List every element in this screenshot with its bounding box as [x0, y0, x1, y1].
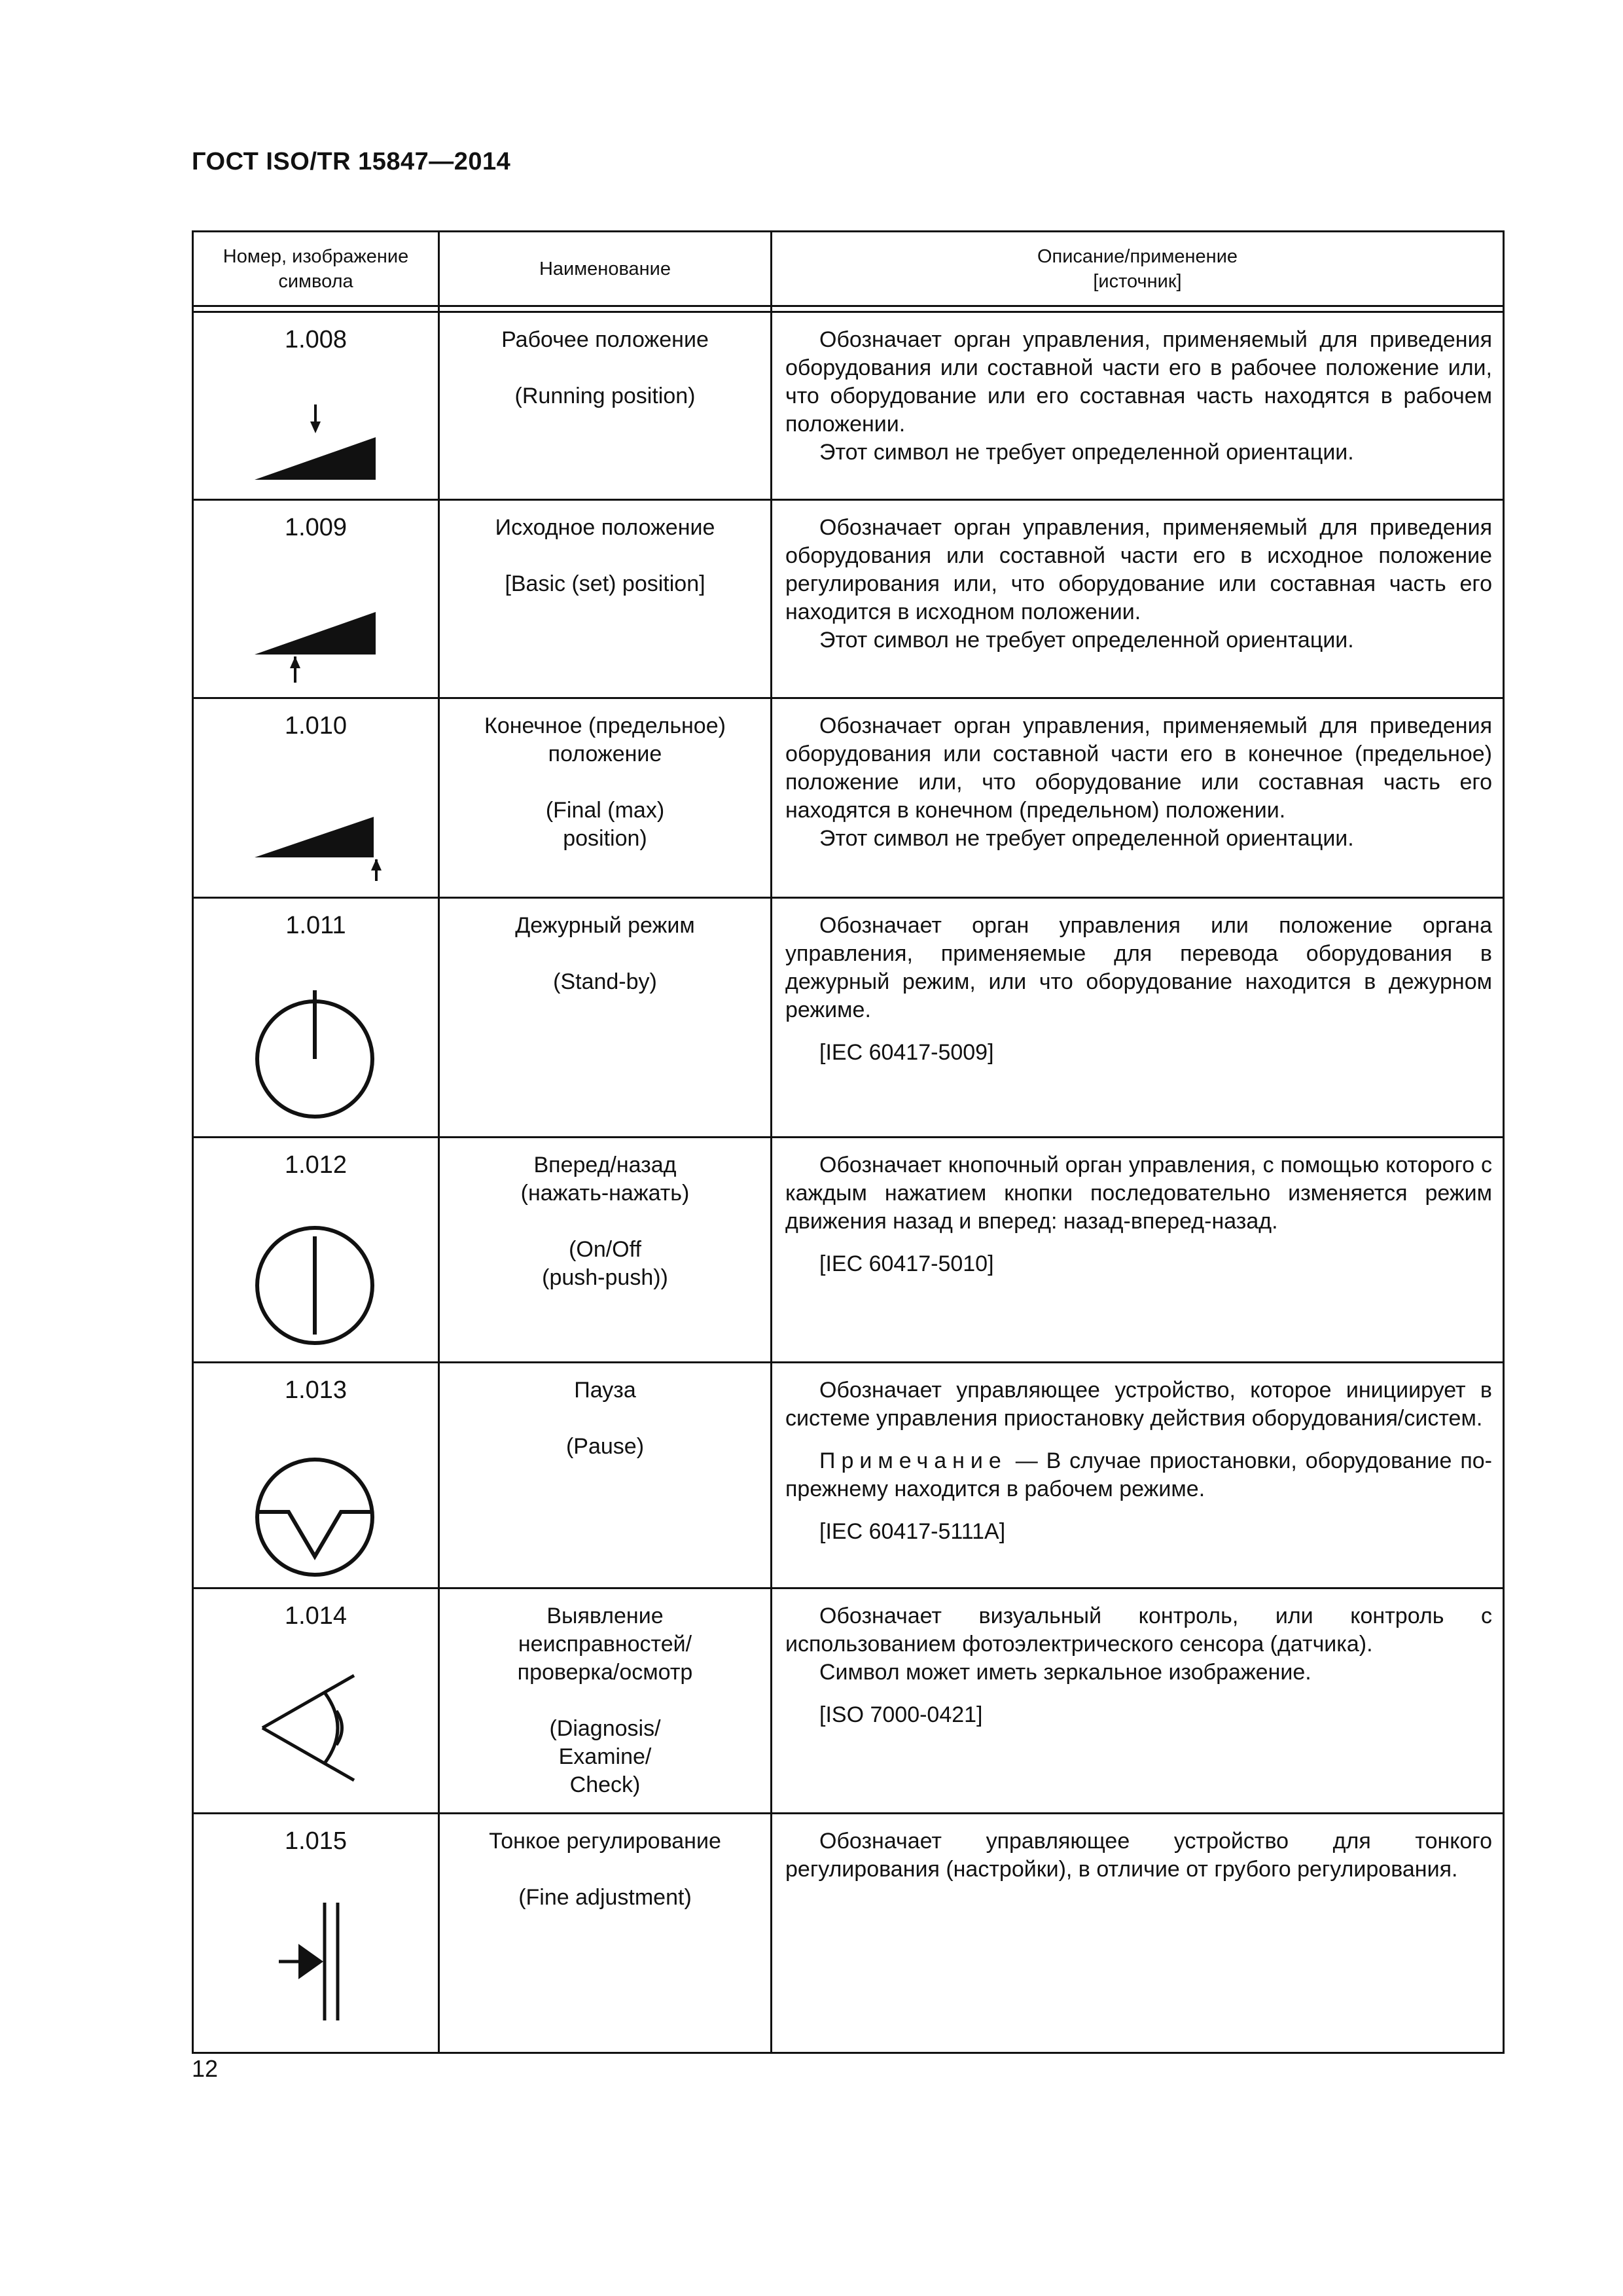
symbol-number: 1.011 [285, 912, 346, 939]
symbol-name-en: (Diagnosis/ [549, 1716, 661, 1741]
document-title: ГОСТ ISO/TR 15847—2014 [192, 148, 511, 175]
description-text: Этот символ не требует определенной ориентации. [819, 440, 1354, 465]
symbol-name-ru: Рабочее положение [501, 327, 709, 352]
source-reference: [IEC 60417-5111A] [819, 1519, 1006, 1544]
symbol-name-en: (push-push)) [542, 1265, 668, 1290]
description-text: Обозначает орган управления, применяемый для приведения оборудования или составной части его в исходное положение регулирования или, что оборудование или составная часть его находится в исходном положении. [785, 515, 1492, 624]
symbol-name-ru: Конечное (предельное) [484, 713, 726, 738]
description-text: Обозначает управляющее устройство, которое инициирует в системе управления приостановку действия оборудования/систем. [785, 1378, 1492, 1431]
column-header-number-line1: Номер, изображение [223, 245, 409, 267]
table-row [194, 1138, 1503, 1361]
description-text: Этот символ не требует определенной ориентации. [819, 826, 1354, 851]
source-reference: [ISO 7000-0421] [819, 1702, 983, 1727]
column-header-description-line1: Описание/применение [1037, 245, 1238, 267]
table-row [194, 1589, 1503, 1812]
description-text: Обозначает орган управления или положение органа управления, применяемые для перевода оборудования в дежурный режим, или что оборудование находится в дежурном режиме. [785, 913, 1492, 1022]
on-off-push-push-icon [253, 1223, 377, 1348]
table-row [194, 1363, 1503, 1587]
description-text: Обозначает визуальный контроль, или контроль с использованием фотоэлектрического сенсора (датчика). [785, 1604, 1492, 1657]
symbol-description [785, 514, 1492, 655]
symbol-name-ru: Дежурный режим [515, 913, 695, 938]
symbol-name-en: Check) [569, 1772, 641, 1797]
symbol-description [785, 1376, 1492, 1546]
page-number: 12 [192, 2055, 219, 2082]
symbol-name-en: (On/Off [569, 1237, 641, 1262]
symbol-name [440, 1376, 770, 1461]
table-row [194, 313, 1503, 499]
pause-icon [253, 1455, 377, 1579]
fine-adjustment-icon [279, 1899, 357, 2024]
standby-icon [253, 990, 377, 1121]
column-header-number [194, 232, 438, 305]
symbol-name-en: [Basic (set) position] [505, 571, 705, 596]
description-text: Обозначает орган управления, применяемый для приведения оборудования или составной части его в конечное (предельное) положение или, что оборудование или составная часть его находятся в конечном (предельном) положении. [785, 713, 1492, 823]
symbol-name-en: (Fine adjustment) [518, 1885, 692, 1910]
symbol-name-ru: Пауза [574, 1378, 636, 1403]
symbol-name-ru: Выявление [546, 1604, 664, 1628]
description-text: Этот символ не требует определенной ориентации. [819, 628, 1354, 653]
symbol-description [785, 1827, 1492, 1884]
symbol-name-en: Examine/ [558, 1744, 652, 1769]
header-divider [194, 305, 1503, 307]
symbol-name [440, 1602, 770, 1799]
column-header-description [772, 232, 1503, 305]
symbol-number: 1.013 [284, 1376, 348, 1404]
symbol-name-ru: проверка/осмотр [517, 1660, 693, 1685]
description-text: Обозначает кнопочный орган управления, с помощью которого с каждым нажатием кнопки последовательно изменяется режим движения назад и вперед: назад-вперед-назад. [785, 1153, 1492, 1234]
symbol-name-ru: неисправностей/ [518, 1632, 692, 1657]
symbol-number: 1.008 [284, 326, 348, 353]
symbol-description [785, 1602, 1492, 1729]
diagnosis-eye-icon [259, 1674, 383, 1785]
symbol-name [440, 912, 770, 996]
column-header-description-line2: [источник] [1093, 270, 1182, 292]
symbol-number: 1.015 [284, 1827, 348, 1855]
symbol-name-ru: Исходное положение [495, 515, 715, 540]
symbol-number: 1.014 [284, 1602, 348, 1630]
table-header [194, 232, 1503, 305]
symbol-name-ru: положение [548, 742, 662, 766]
symbol-name-en: (Final (max) [545, 798, 665, 823]
source-reference: [IEC 60417-5009] [819, 1040, 994, 1065]
symbol-name-ru: Вперед/назад [533, 1153, 677, 1177]
symbol-number: 1.012 [284, 1151, 348, 1179]
column-header-number-line2: символа [278, 270, 353, 292]
basic-position-icon [255, 612, 382, 684]
symbol-name-ru: Тонкое регулирование [489, 1829, 721, 1854]
symbol-name [440, 1151, 770, 1292]
symbol-number: 1.010 [284, 712, 348, 740]
source-reference: [IEC 60417-5010] [819, 1251, 994, 1276]
table-row [194, 899, 1503, 1136]
symbols-table [192, 230, 1505, 2054]
symbol-description [785, 326, 1492, 467]
symbol-name-ru: (нажать-нажать) [520, 1181, 690, 1206]
note-text: — В случае приостановки, оборудование по-прежнему находится в рабочем режиме. [785, 1448, 1492, 1501]
symbol-number: 1.009 [284, 514, 348, 541]
column-header-name: Наименование [539, 258, 671, 279]
description-text: Обозначает орган управления, применяемый для приведения оборудования или составной части его в рабочее положение или, что оборудование или его составная часть находятся в рабочем положении. [785, 327, 1492, 437]
symbol-description [785, 712, 1492, 853]
description-note [785, 1447, 1492, 1503]
symbol-name [440, 326, 770, 410]
note-label: Примечание [819, 1448, 1007, 1473]
description-text: Символ может иметь зеркальное изображение. [819, 1660, 1311, 1685]
running-position-icon [255, 404, 382, 486]
table-row [194, 1814, 1503, 2052]
table-row [194, 501, 1503, 697]
symbol-description [785, 1151, 1492, 1278]
symbol-name-en: (Pause) [565, 1434, 645, 1459]
symbol-description [785, 912, 1492, 1067]
symbol-name [440, 712, 770, 853]
final-position-icon [255, 817, 385, 882]
symbol-name-en: position) [563, 826, 647, 851]
symbol-name-en: (Stand-by) [553, 969, 657, 994]
table-row [194, 699, 1503, 897]
symbol-name-en: (Running position) [514, 384, 696, 408]
symbol-name [440, 514, 770, 598]
symbol-name [440, 1827, 770, 1912]
description-text: Обозначает управляющее устройство для тонкого регулирования (настройки), в отличие от грубого регулирования. [785, 1829, 1492, 1882]
